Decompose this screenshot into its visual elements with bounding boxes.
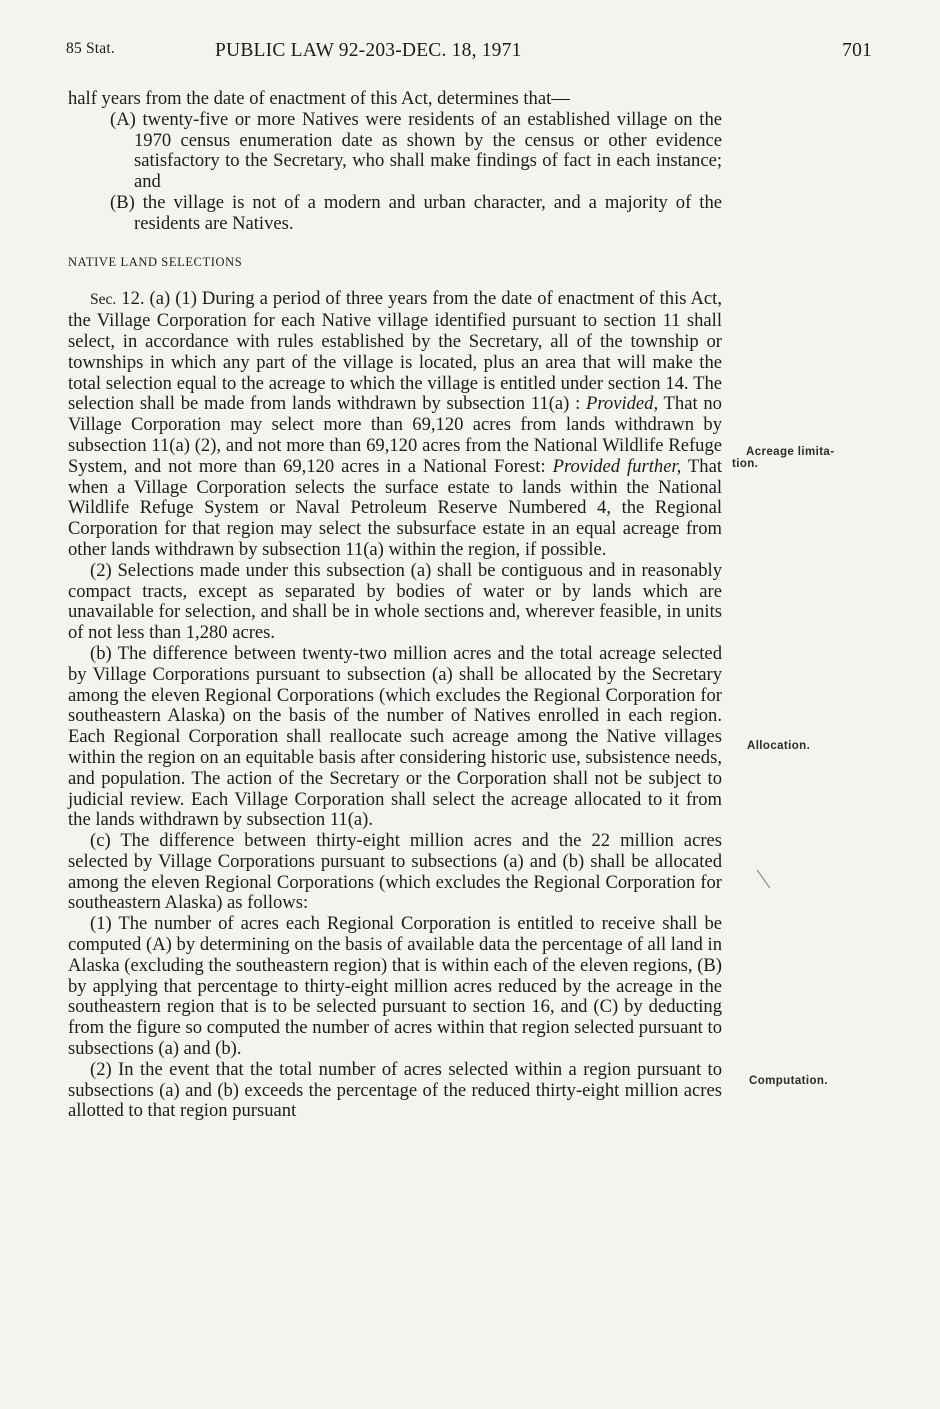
paragraph-sec12-a2: (2) Selections made under this subsection (a) shall be contiguous and in reasonably compact tracts, except as separated by bodies of water or by lands which are unavailable for selection, and shall be in whole sections and, wherever feasible, in units of not less than 1,280 acres. [68,559,722,644]
sec12-a1-text-2: That no Village Corporation may select more than 69,120 acres from lands withdrawn by subsection 11(a) (2), and not more than 69,120 acres from the National Wildlife Refuge System, and not more than 69,120 acres in a National Forest: [68,393,722,477]
provided-term: Provided, [586,393,659,415]
law-title: PUBLIC LAW 92-203-DEC. 18, 1971 [215,40,522,61]
paragraph-sec12-c: (c) The difference between thirty-eight million acres and the 22 million acres selected by Village Corporations pursuant to subsections (a) and (b) shall be allocated among the eleven Regional Corporations (which excludes the Regional Corporation for southeastern Alaska) as follows: [68,830,722,914]
margin-note-acreage-limitation [732,446,835,470]
paragraph-sec12-c2: (2) In the event that the total number of acres selected within a region pursuant to subsections (a) and (b) exceeds the percentage of the reduced thirty-eight million acres allotted to that region pursuant [68,1058,722,1122]
page-number: 701 [842,40,872,61]
margin-note-allocation: Allocation. [747,740,811,752]
provided-further-term: Provided further, [552,455,682,477]
paragraph-clause-b: (B) the village is not of a modern and urban character, and a majority of the residents are Natives. [110,191,722,234]
margin-note-acreage-line1: Acreage limita- [746,446,835,458]
paragraph-sec12-c1: (1) The number of acres each Regional Corporation is entitled to receive shall be computed (A) by determining on the basis of available data the percentage of all land in Alaska (excluding the southeastern region) that is within each of the eleven regions, (B) by applying that percentage to thirty-eight million acres reduced by the acreage in the southeastern region that is to be selected pursuant to section 16, and (C) by deducting from the figure so computed the number of acres within that region selected pursuant to subsections (a) and (b). [68,913,722,1060]
body-text [68,89,722,1122]
sec-abbrev: Sec. [90,291,117,309]
sec12-a1-text-1: 12. (a) (1) During a period of three years from the date of enactment of this Act, the Village Corporation for each Native village identified pursuant to section 11 shall select, in accordance with rules established by the Secretary, all of the township or townships in which any part of the village is located, plus an area that will make the total selection equal to the acreage to which the village is entitled under section 14. The selection shall be made from lands withdrawn by subsection 11(a) : [68,288,722,415]
paragraph-sec12-b: (b) The difference between twenty-two million acres and the total acreage selected by Village Corporations pursuant to subsection (a) shall be allocated by the Secretary among the eleven Regional Corporations (which excludes the Regional Corporation for southeastern Alaska) on the basis of the number of Natives enrolled in each region. Each Regional Corporation shall reallocate such acreage among the Native villages within the region on an equitable basis after considering historic use, subsistence needs, and population. The action of the Secretary or the Corporation shall not be subject to judicial review. Each Village Corporation shall select the acreage allocated to it from the lands withdrawn by subsection 11(a). [68,642,722,831]
paragraph-clause-a: (A) twenty-five or more Natives were residents of an established village on the 1970 census enumeration date as shown by the census or other evidence satisfactory to the Secretary, who shall make findings of fact in each instance; and [110,108,722,193]
margin-note-computation: Computation. [749,1075,828,1087]
paragraph-sec12-a1 [68,289,722,560]
section-heading: NATIVE LAND SELECTIONS [68,254,243,269]
margin-note-acreage-line2: tion. [732,458,759,470]
sec12-a1-text-3: That when a Village Corporation selects the surface estate to lands within the National Wildlife Refuge System or Naval Petroleum Reserve Numbered 4, the Regional Corporation for that region may select the subsurface estate in an equal acreage from other lands withdrawn by subsection 11(a) within the region, if possible. [68,455,723,560]
pencil-mark [757,870,770,889]
page-header [66,40,872,70]
paragraph-intro: half years from the date of enactment of this Act, determines that— [68,88,570,109]
statute-reference: 85 Stat. [66,40,115,57]
